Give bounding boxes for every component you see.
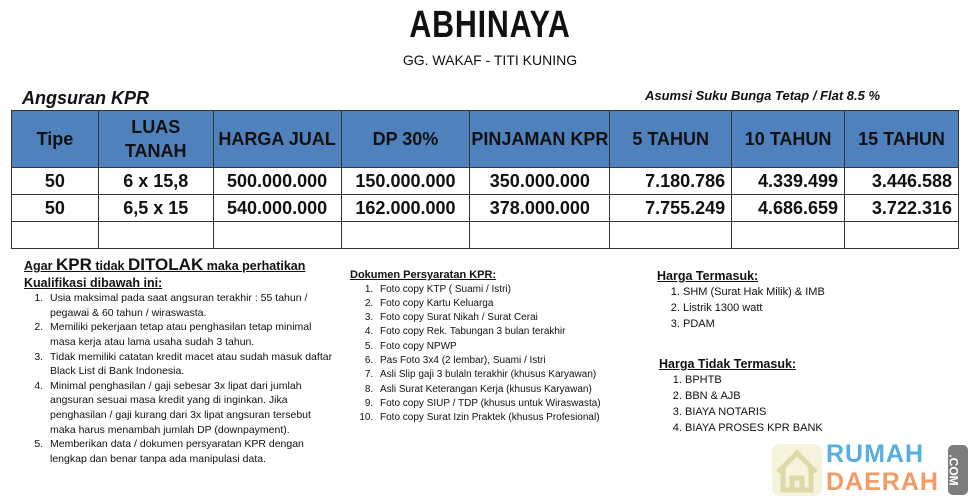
table-cell: 378.000.000	[470, 195, 610, 222]
table-cell: 540.000.000	[213, 195, 341, 222]
heading-part: Agar	[24, 259, 56, 273]
list-item: 7. Asli Slip gaji 3 bulaln terakhir (khusus Karyawan)	[376, 368, 640, 382]
list-item: 10. Foto copy Surat Izin Praktek (khusus Profesional)	[376, 411, 640, 425]
excluded-heading: Harga Tidak Termasuk:	[659, 357, 797, 371]
table-cell: 4.686.659	[732, 195, 845, 222]
column-header: 5 TAHUN	[610, 111, 732, 168]
list-item: 2. Memiliki pekerjaan tetap atau penghasilan tetap minimal masa kerja atau lama usaha sudah 3 tahun.	[46, 320, 334, 349]
table-cell	[98, 222, 213, 249]
heading-part: DITOLAK	[127, 255, 204, 274]
table-cell: 350.000.000	[470, 168, 610, 195]
table-cell	[732, 222, 845, 249]
kpr-table	[11, 110, 959, 249]
column-header: LUAS TANAH	[98, 111, 213, 168]
list-item: 3. Foto copy Surat Nikah / Surat Cerai	[376, 311, 640, 325]
column-header: 15 TAHUN	[845, 111, 959, 168]
table-cell: 4.339.499	[732, 168, 845, 195]
table-cell: 6 x 15,8	[98, 168, 213, 195]
table-cell: 3.722.316	[845, 195, 959, 222]
excluded-list	[659, 372, 959, 436]
watermark-suffix: .COM	[946, 454, 961, 486]
excluded-section	[659, 356, 959, 436]
section-title: Angsuran KPR	[22, 88, 150, 108]
column-header: DP 30%	[341, 111, 470, 168]
included-heading: Harga Termasuk:	[657, 269, 759, 283]
list-item: 2. Foto copy Kartu Keluarga	[376, 297, 640, 311]
page-subtitle: GG. WAKAF - TITI KUNING	[402, 52, 578, 68]
included-section	[657, 268, 957, 332]
watermark-line2: DAERAH	[826, 468, 939, 496]
qualification-subheading: Kualifikasi dibawah ini:	[24, 275, 163, 290]
table-cell	[470, 222, 610, 249]
table-cell: 162.000.000	[341, 195, 470, 222]
table-cell: 7.755.249	[610, 195, 732, 222]
list-item: 1. BPHTB	[685, 372, 959, 388]
table-row	[12, 168, 959, 195]
column-header: HARGA JUAL	[213, 111, 341, 168]
list-item: 4. Minimal penghasilan / gaji sebesar 3x lipat dari jumlah angsuran sesuai masa kredit yang di inginkan. Jika penghasilan / gaji kurang dari 3x lipat angsuran tersebut maka harus menambah jumlah DP (downpayment).	[46, 379, 334, 437]
documents-section	[350, 268, 640, 426]
heading-part: maka perhatikan	[203, 259, 306, 273]
table-row	[12, 195, 959, 222]
list-item: 9. Foto copy SIUP / TDP (khusus untuk Wiraswasta)	[376, 397, 640, 411]
column-header: PINJAMAN KPR	[470, 111, 610, 168]
table-cell	[341, 222, 470, 249]
watermark-logo	[770, 442, 970, 498]
list-item: 3. Tidak memiliki catatan kredit macet atau sudah masuk daftar Black List di Bank Indonesia.	[46, 350, 334, 379]
documents-list	[350, 283, 640, 426]
list-item: 5. Memberikan data / dokumen persyaratan KPR dengan lengkap dan benar tanpa ada manipulasi data.	[46, 437, 334, 466]
table-cell	[610, 222, 732, 249]
heading-part: KPR	[55, 255, 92, 274]
table-header-row	[12, 111, 959, 168]
table-cell	[12, 222, 99, 249]
qualification-heading	[24, 255, 334, 274]
watermark-line1: RUMAH	[826, 440, 925, 468]
list-item: 6. Pas Foto 3x4 (2 lembar), Suami / Istri	[376, 354, 640, 368]
qualification-section	[24, 255, 334, 466]
table-cell	[213, 222, 341, 249]
column-header: 10 TAHUN	[732, 111, 845, 168]
documents-heading: Dokumen Persyaratan KPR:	[350, 269, 497, 281]
table-cell: 7.180.786	[610, 168, 732, 195]
list-item: 1. Usia maksimal pada saat angsuran terakhir : 55 tahun / pegawai & 60 tahun / wiraswasta.	[46, 291, 334, 320]
table-cell	[845, 222, 959, 249]
list-item: 4. BIAYA PROSES KPR BANK	[685, 420, 959, 436]
table-row	[12, 222, 959, 249]
page-title: ABHINAYA	[409, 4, 571, 46]
table-cell: 500.000.000	[213, 168, 341, 195]
column-header: Tipe	[12, 111, 99, 168]
included-list	[657, 284, 957, 332]
list-item: 3. PDAM	[683, 316, 957, 332]
qualification-list	[24, 291, 334, 466]
table-cell: 50	[12, 195, 99, 222]
list-item: 1. Foto copy KTP ( Suami / Istri)	[376, 283, 640, 297]
list-item: 3. BIAYA NOTARIS	[685, 404, 959, 420]
list-item: 4. Foto copy Rek. Tabungan 3 bulan terakhir	[376, 325, 640, 339]
table-cell: 6,5 x 15	[98, 195, 213, 222]
heading-part: tidak	[91, 259, 128, 273]
table-cell: 3.446.588	[845, 168, 959, 195]
interest-rate-note: Asumsi Suku Bunga Tetap / Flat 8.5 %	[645, 88, 881, 103]
list-item: 8. Asli Surat Keterangan Kerja (khusus Karyawan)	[376, 383, 640, 397]
list-item: 1. SHM (Surat Hak Milik) & IMB	[683, 284, 957, 300]
list-item: 2. BBN & AJB	[685, 388, 959, 404]
table-cell: 50	[12, 168, 99, 195]
table-cell: 150.000.000	[341, 168, 470, 195]
list-item: 2. Listrik 1300 watt	[683, 300, 957, 316]
list-item: 5. Foto copy NPWP	[376, 340, 640, 354]
